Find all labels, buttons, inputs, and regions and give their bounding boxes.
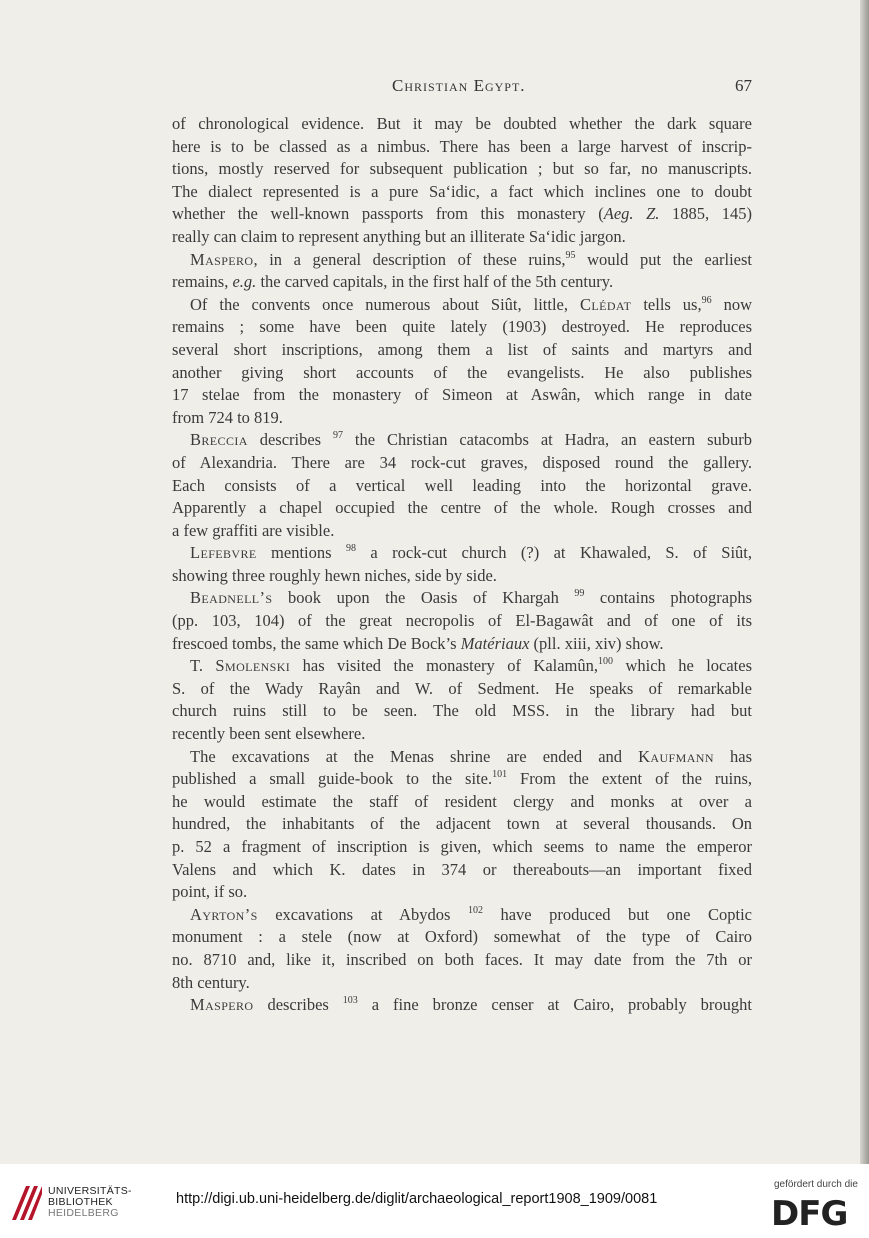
text-line — [172, 768, 752, 791]
text-line: The dialect represented is a pure Sa‘idic, a fact which inclines one to doubt — [172, 181, 752, 201]
author-name: Maspero — [190, 995, 254, 1015]
text-span: contains photographs — [584, 588, 752, 608]
text-span: The excavations at the Menas shrine are ended and — [190, 746, 639, 766]
text-line: p. 52 a fragment of inscription is given, which seems to name the emperor — [172, 837, 752, 856]
dfg-logo[interactable]: DFG — [771, 1194, 848, 1234]
text-line — [172, 429, 752, 452]
text-span: now — [711, 294, 752, 314]
footnote-ref: 96 — [701, 294, 712, 306]
text-span: published a small guide-book to the site. — [172, 769, 493, 789]
footnote-ref: 99 — [574, 588, 585, 600]
text-line: tions, mostly reserved for subsequent publication ; but so far, no manuscripts. — [172, 159, 752, 179]
text-line: Apparently a chapel occupied the centre of the whole. Rough crosses and — [172, 498, 752, 518]
text-line: from 724 to 819. — [172, 407, 283, 427]
text-line — [172, 249, 752, 272]
author-name: Maspero — [190, 249, 254, 269]
author-name: Clédat — [579, 294, 632, 314]
library-name-line: HEIDELBERG — [48, 1207, 119, 1219]
footnote-ref: 95 — [565, 249, 576, 261]
text-span: which he locates — [613, 656, 752, 676]
permalink-url[interactable]: http://digi.ub.uni-heidelberg.de/diglit/archaeological_report1908_1909/0081 — [176, 1191, 658, 1207]
text-span: have produced but one Coptic — [482, 904, 752, 924]
text-line: (pp. 103, 104) of the great necropolis of El-Bagawât and of one of its — [172, 611, 752, 631]
text-line: several short inscriptions, among them a list of saints and martyrs and — [172, 339, 752, 359]
funding-note: gefördert durch die — [774, 1179, 858, 1190]
library-name — [48, 1186, 132, 1219]
text-span: describes — [247, 430, 333, 450]
text-line: hundred, the inhabitants of the adjacent town at several thousands. On — [172, 814, 752, 834]
text-line: of chronological evidence. But it may be doubted whether the dark square — [172, 114, 752, 133]
text-span: book upon the Oasis of Khargah — [272, 588, 575, 608]
text-span: mentions — [256, 543, 346, 563]
running-title: Christian Egypt. — [392, 76, 526, 95]
text-line — [172, 294, 752, 317]
page-edge-shadow — [860, 0, 869, 1164]
text-line: no. 8710 and, like it, inscribed on both faces. It may date from the 7th or — [172, 949, 752, 969]
text-line — [172, 203, 752, 226]
text-line — [172, 746, 752, 769]
text-span: describes — [253, 995, 343, 1015]
text-line: a few graffiti are visible. — [172, 520, 335, 540]
university-library-logo-icon[interactable] — [8, 1182, 44, 1222]
viewer-footer — [0, 1164, 869, 1238]
text-line — [172, 655, 752, 678]
text-span: has — [713, 746, 752, 766]
text-line — [172, 904, 752, 927]
text-line — [172, 271, 752, 294]
text-span: , in a general description of these ruins, — [253, 249, 566, 269]
text-span: From the extent of the ruins, — [507, 769, 752, 789]
text-line: 17 stelae from the monastery of Simeon at Aswân, which range in date — [172, 385, 752, 405]
text-span: excavations at Abydos — [257, 904, 468, 924]
text-line — [172, 542, 752, 565]
text-span: whether the well-known passports from this monastery ( — [172, 204, 604, 224]
text-span: has visited the monastery of Kalamûn, — [290, 656, 599, 676]
text-span: T. — [190, 656, 216, 676]
text-span: a rock-cut church (?) at Khawaled, S. of Siût, — [355, 543, 752, 563]
library-name-line: BIBLIOTHEK — [48, 1196, 113, 1208]
text-line: here is to be classed as a nimbus. There has been a large harvest of inscrip- — [172, 136, 752, 156]
text-span: tells us, — [631, 294, 702, 314]
text-span: 1885, 145) — [659, 204, 752, 224]
footnote-ref: 97 — [333, 430, 343, 442]
text-line — [172, 633, 752, 656]
text-line: he would estimate the staff of resident clergy and monks at over a — [172, 791, 752, 811]
text-span: the Christian catacombs at Hadra, an eastern suburb — [343, 430, 752, 450]
text-line: point, if so. — [172, 882, 248, 902]
footnote-ref: 100 — [598, 656, 614, 668]
author-name: Lefebvre — [190, 543, 257, 563]
body-text — [172, 113, 752, 1017]
text-span: Of the convents once numerous about Siût, little, — [190, 294, 580, 314]
text-line: 8th century. — [172, 972, 250, 992]
author-name: Kaufmann — [638, 746, 714, 766]
journal-abbrev: Aeg. Z. — [603, 204, 660, 224]
text-line: remains ; some have been quite lately (1903) destroyed. He reproduces — [172, 317, 752, 337]
text-span: remains, — [172, 272, 233, 292]
text-line: recently been sent elsewhere. — [172, 724, 366, 744]
page-number: 67 — [735, 76, 752, 95]
text-line — [172, 587, 752, 610]
running-header — [172, 76, 752, 100]
library-name-line: UNIVERSITÄTS- — [48, 1185, 132, 1197]
text-line: S. of the Wady Rayân and W. of Sedment. He speaks of remarkable — [172, 678, 752, 698]
text-span: would put the earliest — [575, 249, 752, 269]
footnote-ref: 103 — [342, 995, 358, 1007]
italic-title: Matériaux — [460, 633, 530, 653]
text-span: the carved capitals, in the first half of the 5th century. — [256, 272, 614, 292]
footnote-ref: 101 — [492, 769, 508, 781]
text-line: showing three roughly hewn niches, side by side. — [172, 565, 497, 585]
footnote-ref: 98 — [345, 543, 356, 555]
text-line: Each consists of a vertical well leading into the horizontal grave. — [172, 475, 752, 495]
text-line: church ruins still to be seen. The old MSS. in the library had but — [172, 701, 752, 721]
italic-text: e.g. — [232, 272, 257, 292]
text-line: another giving short accounts of the evangelists. He also publishes — [172, 362, 752, 382]
footnote-ref: 102 — [467, 904, 483, 916]
author-name: Breccia — [190, 430, 248, 450]
text-span: frescoed tombs, the same which De Bock’s — [172, 633, 461, 653]
text-line: really can claim to represent anything but an illiterate Sa‘idic jargon. — [172, 226, 626, 246]
author-name: Beadnell’s — [190, 588, 273, 608]
text-line: of Alexandria. There are 34 rock-cut graves, disposed round the gallery. — [172, 452, 752, 472]
text-line — [172, 994, 752, 1017]
author-name: Ayrton’s — [190, 904, 258, 924]
text-line: monument : a stele (now at Oxford) somewhat of the type of Cairo — [172, 927, 752, 947]
text-span: a fine bronze censer at Cairo, probably brought — [357, 995, 752, 1015]
text-line: Valens and which K. dates in 374 or thereabouts—an important fixed — [172, 859, 752, 879]
author-name: Smolenski — [215, 656, 291, 676]
text-span: (pll. xiii, xiv) show. — [529, 633, 664, 653]
